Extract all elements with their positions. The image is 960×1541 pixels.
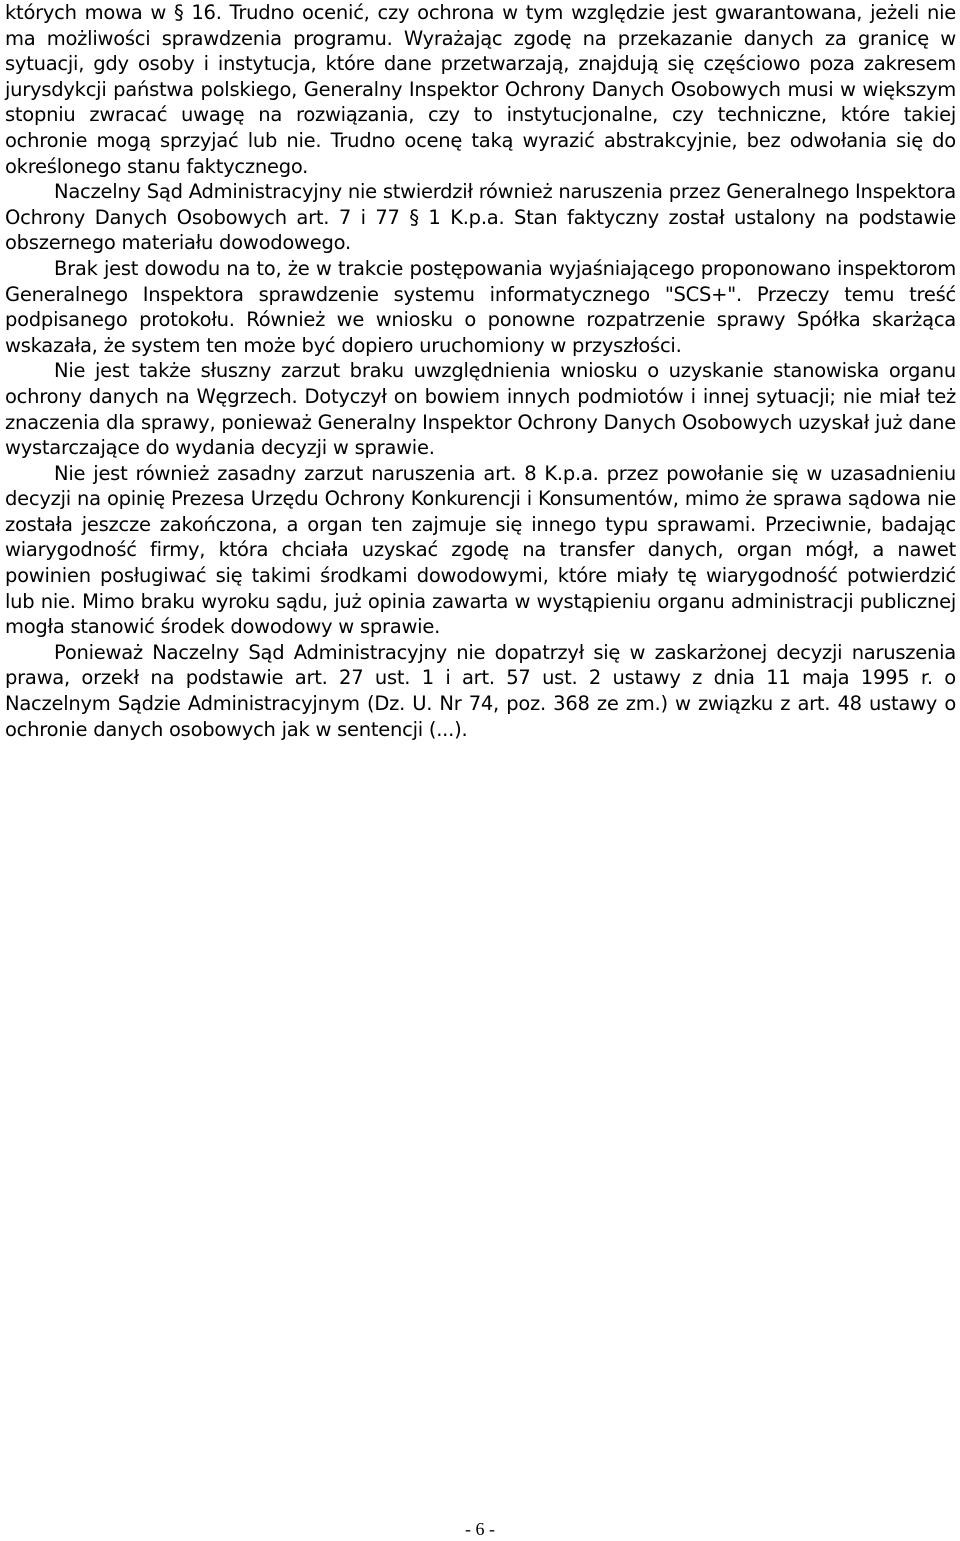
- page-number: - 6 -: [465, 1519, 495, 1539]
- paragraph-conclusion: Ponieważ Naczelny Sąd Administracyjny nie dopatrzył się w zaskarżonej decyzji naruszenia prawa, orzekł na podstawie art. 27 ust. 1 i art. 57 ust. 2 ustawy z dnia 11 maja 1995 r. o Naczelnym Sądzie Administracyjnym (Dz. U. Nr 74, poz. 368 ze zm.) w związku z art. 48 ustawy o ochronie danych osobowych jak w sentencji (...).: [5, 640, 956, 741]
- paragraph-article-8: Nie jest również zasadny zarzut naruszenia art. 8 K.p.a. przez powołanie się w uzasadnieniu decyzji na opinię Prezesa Urzędu Ochrony Konkurencji i Konsumentów, mimo że sprawa sądowa nie została jeszcze zakończona, a organ ten zajmuje się innego typu sprawami. Przeciwnie, badając wiarygodność firmy, która chciała uzyskać zgodę na transfer danych, organ mógł, a nawet powinien posługiwać się takimi środkami dowodowymi, które miały tę wiarygodność potwierdzić lub nie. Mimo braku wyroku sądu, już opinia zawarta w wystąpieniu organu administracji publicznej mogła stanowić środek dowodowy w sprawie.: [5, 461, 956, 639]
- document-body: [5, 0, 956, 742]
- paragraph-nsa-findings: Naczelny Sąd Administracyjny nie stwierdził również naruszenia przez Generalnego Inspektora Ochrony Danych Osobowych art. 7 i 77 § 1 K.p.a. Stan faktyczny został ustalony na podstawie obszernego materiału dowodowego.: [5, 180, 956, 255]
- paragraph-evidence: Brak jest dowodu na to, że w trakcie postępowania wyjaśniającego proponowano inspektorom Generalnego Inspektora sprawdzenie systemu informatycznego "SCS+". Przeczy temu treść podpisanego protokołu. Również we wniosku o ponowne rozpatrzenie sprawy Spółka skarżąca wskazała, że system ten może być dopiero uruchomiony w przyszłości.: [5, 256, 956, 357]
- paragraph-hungary-request: Nie jest także słuszny zarzut braku uwzględnienia wniosku o uzyskanie stanowiska organu ochrony danych na Węgrzech. Dotyczył on bowiem innych podmiotów i innej sytuacji; nie miał też znaczenia dla sprawy, ponieważ Generalny Inspektor Ochrony Danych Osobowych uzyskał już dane wystarczające do wydania decyzji w sprawie.: [5, 359, 956, 460]
- paragraph-continuation: których mowa w § 16. Trudno ocenić, czy ochrona w tym względzie jest gwarantowana, jeżeli nie ma możliwości sprawdzenia programu. Wyrażając zgodę na przekazanie danych za granicę w sytuacji, gdy osoby i instytucja, które dane przetwarzają, znajdują się częściowo poza zakresem jurysdykcji państwa polskiego, Generalny Inspektor Ochrony Danych Osobowych musi w większym stopniu zwracać uwagę na rozwiązania, czy to instytucjonalne, czy techniczne, które takiej ochronie mogą sprzyjać lub nie. Trudno ocenę taką wyrazić abstrakcyjnie, bez odwołania się do określonego stanu faktycznego.: [5, 1, 956, 178]
